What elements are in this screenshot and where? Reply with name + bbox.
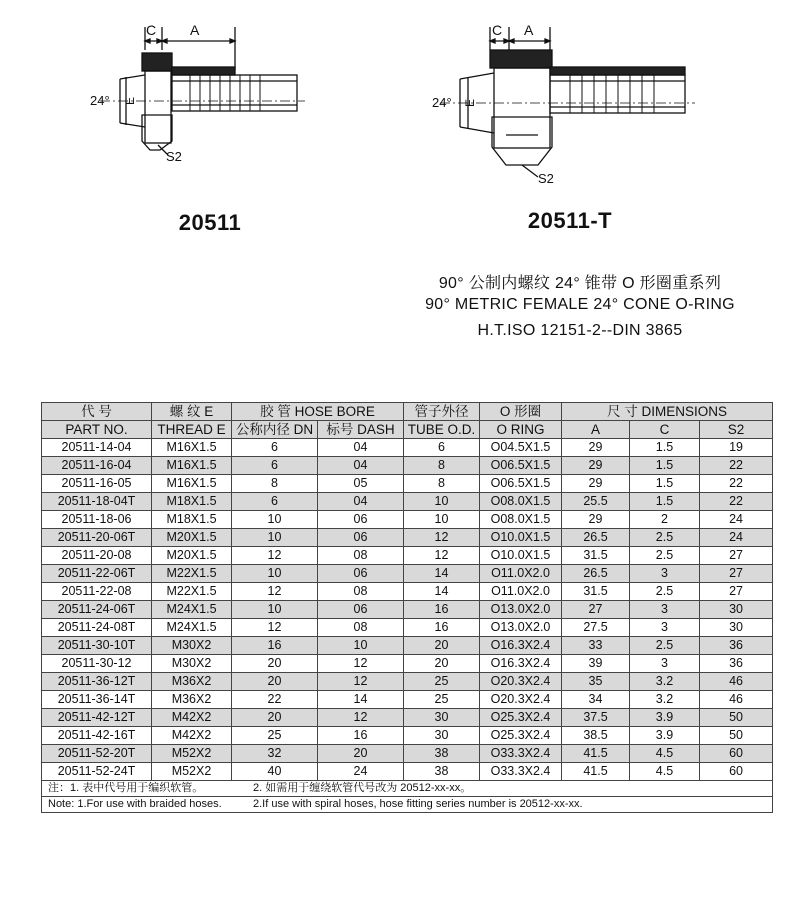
cell-dash: 12 xyxy=(318,655,404,673)
cell-dash: 05 xyxy=(318,475,404,493)
cell-dim-a: 27.5 xyxy=(562,619,630,637)
notes-english-row xyxy=(42,797,773,813)
cell-part-no: 20511-16-04 xyxy=(42,457,152,475)
cell-dash: 08 xyxy=(318,619,404,637)
cell-dim-c: 3.2 xyxy=(630,673,700,691)
fitting-drawing-20511 xyxy=(60,5,320,175)
cell-dim-c: 3.9 xyxy=(630,727,700,745)
cell-part-no: 20511-22-06T xyxy=(42,565,152,583)
cell-o-ring: O20.3X2.4 xyxy=(480,691,562,709)
col-a: A xyxy=(562,421,630,439)
cell-part-no: 20511-30-10T xyxy=(42,637,152,655)
cell-thread: M24X1.5 xyxy=(152,619,232,637)
cell-dim-s2: 27 xyxy=(700,547,773,565)
cell-dash: 16 xyxy=(318,727,404,745)
col-s2: S2 xyxy=(700,421,773,439)
cell-thread: M52X2 xyxy=(152,745,232,763)
cell-dash: 14 xyxy=(318,691,404,709)
cell-dim-s2: 30 xyxy=(700,619,773,637)
cell-thread: M42X2 xyxy=(152,727,232,745)
specification-table xyxy=(41,402,773,813)
cell-tube-od: 38 xyxy=(404,745,480,763)
cell-o-ring: O13.0X2.0 xyxy=(480,619,562,637)
table-row xyxy=(42,601,773,619)
cell-dim-s2: 30 xyxy=(700,601,773,619)
col-thread-cn: 螺 纹 E xyxy=(152,403,232,421)
cell-o-ring: O11.0X2.0 xyxy=(480,565,562,583)
cell-dim-s2: 22 xyxy=(700,457,773,475)
dim-c-label: C xyxy=(146,22,157,38)
cell-dn: 20 xyxy=(232,673,318,691)
cell-dim-a: 29 xyxy=(562,439,630,457)
header-row-1 xyxy=(42,403,773,421)
col-hose-bore: 胶 管 HOSE BORE xyxy=(232,403,404,421)
cell-thread: M30X2 xyxy=(152,637,232,655)
cell-dash: 24 xyxy=(318,763,404,781)
thread-e-label: E xyxy=(123,96,137,105)
table-row xyxy=(42,727,773,745)
cell-dim-c: 4.5 xyxy=(630,745,700,763)
hex-s2-label: S2 xyxy=(538,171,554,186)
cell-dim-s2: 46 xyxy=(700,673,773,691)
cell-part-no: 20511-20-08 xyxy=(42,547,152,565)
table-row xyxy=(42,547,773,565)
cell-dim-a: 41.5 xyxy=(562,763,630,781)
table-row xyxy=(42,439,773,457)
cell-part-no: 20511-20-06T xyxy=(42,529,152,547)
cell-o-ring: O06.5X1.5 xyxy=(480,475,562,493)
cell-o-ring: O08.0X1.5 xyxy=(480,511,562,529)
cell-dim-c: 2 xyxy=(630,511,700,529)
cell-dn: 6 xyxy=(232,439,318,457)
cell-dim-s2: 50 xyxy=(700,709,773,727)
cell-tube-od: 10 xyxy=(404,511,480,529)
table-row xyxy=(42,655,773,673)
cell-tube-od: 16 xyxy=(404,601,480,619)
cell-dn: 16 xyxy=(232,637,318,655)
cell-dim-c: 3.2 xyxy=(630,691,700,709)
cell-dim-c: 3 xyxy=(630,601,700,619)
col-tube-cn: 管子外径 xyxy=(404,403,480,421)
angle-label: 24° xyxy=(90,93,110,108)
cell-dim-a: 26.5 xyxy=(562,529,630,547)
table-row xyxy=(42,475,773,493)
cell-dim-a: 34 xyxy=(562,691,630,709)
cell-dim-a: 33 xyxy=(562,637,630,655)
cell-tube-od: 10 xyxy=(404,493,480,511)
cell-o-ring: O33.3X2.4 xyxy=(480,763,562,781)
cell-dim-a: 31.5 xyxy=(562,547,630,565)
table-row xyxy=(42,583,773,601)
cell-part-no: 20511-16-05 xyxy=(42,475,152,493)
cell-dim-s2: 27 xyxy=(700,565,773,583)
cell-o-ring: O25.3X2.4 xyxy=(480,727,562,745)
cell-thread: M18X1.5 xyxy=(152,511,232,529)
model-number-20511-t: 20511-T xyxy=(527,208,613,233)
table-row xyxy=(42,511,773,529)
cell-o-ring: O11.0X2.0 xyxy=(480,583,562,601)
cell-part-no: 20511-22-08 xyxy=(42,583,152,601)
cell-tube-od: 8 xyxy=(404,475,480,493)
cell-part-no: 20511-14-04 xyxy=(42,439,152,457)
cell-dn: 6 xyxy=(232,457,318,475)
table-row xyxy=(42,637,773,655)
cell-o-ring: O16.3X2.4 xyxy=(480,655,562,673)
cell-dim-s2: 60 xyxy=(700,745,773,763)
cell-part-no: 20511-42-16T xyxy=(42,727,152,745)
table-row xyxy=(42,529,773,547)
cell-thread: M20X1.5 xyxy=(152,547,232,565)
cell-dim-a: 35 xyxy=(562,673,630,691)
cell-dim-c: 2.5 xyxy=(630,637,700,655)
cell-dash: 04 xyxy=(318,457,404,475)
cell-dim-s2: 22 xyxy=(700,493,773,511)
cell-part-no: 20511-24-08T xyxy=(42,619,152,637)
table-row xyxy=(42,457,773,475)
cell-dim-c: 1.5 xyxy=(630,439,700,457)
thread-e-label: E xyxy=(463,98,477,107)
cell-dash: 04 xyxy=(318,493,404,511)
col-oring-cn: O 形圈 xyxy=(480,403,562,421)
cell-dim-c: 2.5 xyxy=(630,529,700,547)
cell-dn: 12 xyxy=(232,583,318,601)
table-row xyxy=(42,745,773,763)
cell-dim-a: 26.5 xyxy=(562,565,630,583)
cell-thread: M52X2 xyxy=(152,763,232,781)
cell-dn: 12 xyxy=(232,619,318,637)
cell-dim-a: 25.5 xyxy=(562,493,630,511)
cell-dn: 8 xyxy=(232,475,318,493)
cell-dim-a: 39 xyxy=(562,655,630,673)
cell-o-ring: O10.0X1.5 xyxy=(480,529,562,547)
cell-dash: 20 xyxy=(318,745,404,763)
cell-dash: 06 xyxy=(318,529,404,547)
cell-o-ring: O20.3X2.4 xyxy=(480,673,562,691)
dim-a-label: A xyxy=(524,22,534,38)
fitting-drawing-20511-t xyxy=(410,5,710,195)
note-cn-2: 2. 如需用于缠绕软管代号改为 20512-xx-xx。 xyxy=(253,782,472,794)
cell-part-no: 20511-36-14T xyxy=(42,691,152,709)
cell-dim-a: 27 xyxy=(562,601,630,619)
col-part-cn: 代 号 xyxy=(42,403,152,421)
cell-dash: 04 xyxy=(318,439,404,457)
col-part-en: PART NO. xyxy=(42,421,152,439)
cell-dim-s2: 50 xyxy=(700,727,773,745)
cell-thread: M30X2 xyxy=(152,655,232,673)
cell-dn: 25 xyxy=(232,727,318,745)
note-en-1: Note: 1.For use with braided hoses. xyxy=(48,798,222,810)
cell-thread: M36X2 xyxy=(152,673,232,691)
col-dimensions: 尺 寸 DIMENSIONS xyxy=(562,403,773,421)
cell-tube-od: 25 xyxy=(404,673,480,691)
col-oring-en: O RING xyxy=(480,421,562,439)
cell-dim-s2: 24 xyxy=(700,529,773,547)
notes-chinese-row xyxy=(42,781,773,797)
cell-o-ring: O16.3X2.4 xyxy=(480,637,562,655)
cell-dn: 10 xyxy=(232,529,318,547)
table-row xyxy=(42,493,773,511)
cell-dim-s2: 60 xyxy=(700,763,773,781)
cell-dim-s2: 46 xyxy=(700,691,773,709)
cell-o-ring: O08.0X1.5 xyxy=(480,493,562,511)
cell-tube-od: 8 xyxy=(404,457,480,475)
cell-tube-od: 25 xyxy=(404,691,480,709)
cell-dim-s2: 36 xyxy=(700,637,773,655)
cell-dim-s2: 36 xyxy=(700,655,773,673)
cell-dash: 08 xyxy=(318,547,404,565)
cell-dn: 40 xyxy=(232,763,318,781)
note-en-2: 2.If use with spiral hoses, hose fitting series number is 20512-xx-xx. xyxy=(253,798,583,810)
col-dash: 标号 DASH xyxy=(318,421,404,439)
cell-part-no: 20511-52-20T xyxy=(42,745,152,763)
cell-dash: 10 xyxy=(318,637,404,655)
cell-thread: M16X1.5 xyxy=(152,475,232,493)
cell-tube-od: 20 xyxy=(404,655,480,673)
cell-dim-c: 3.9 xyxy=(630,709,700,727)
cell-thread: M36X2 xyxy=(152,691,232,709)
col-dn: 公称内径 DN xyxy=(232,421,318,439)
cell-dn: 6 xyxy=(232,493,318,511)
cell-part-no: 20511-24-06T xyxy=(42,601,152,619)
table-row xyxy=(42,691,773,709)
table-row xyxy=(42,619,773,637)
cell-dim-a: 37.5 xyxy=(562,709,630,727)
cell-dim-a: 29 xyxy=(562,457,630,475)
cell-thread: M24X1.5 xyxy=(152,601,232,619)
cell-dim-c: 3 xyxy=(630,619,700,637)
cell-dim-c: 3 xyxy=(630,565,700,583)
cell-dim-a: 41.5 xyxy=(562,745,630,763)
col-c: C xyxy=(630,421,700,439)
cell-dn: 32 xyxy=(232,745,318,763)
description-english: 90° METRIC FEMALE 24° CONE O-RING xyxy=(425,296,735,313)
table-row xyxy=(42,565,773,583)
cell-o-ring: O13.0X2.0 xyxy=(480,601,562,619)
cell-tube-od: 20 xyxy=(404,637,480,655)
cell-tube-od: 30 xyxy=(404,727,480,745)
cell-tube-od: 16 xyxy=(404,619,480,637)
cell-dn: 10 xyxy=(232,511,318,529)
table-row xyxy=(42,709,773,727)
cell-dash: 12 xyxy=(318,709,404,727)
cell-tube-od: 12 xyxy=(404,547,480,565)
cell-thread: M16X1.5 xyxy=(152,439,232,457)
cell-dim-s2: 24 xyxy=(700,511,773,529)
cell-part-no: 20511-18-06 xyxy=(42,511,152,529)
cell-thread: M20X1.5 xyxy=(152,529,232,547)
cell-o-ring: O33.3X2.4 xyxy=(480,745,562,763)
cell-dn: 10 xyxy=(232,601,318,619)
hex-s2-label: S2 xyxy=(166,149,182,164)
cell-dn: 12 xyxy=(232,547,318,565)
cell-tube-od: 12 xyxy=(404,529,480,547)
cell-part-no: 20511-42-12T xyxy=(42,709,152,727)
angle-label: 24° xyxy=(432,95,452,110)
cell-dim-a: 38.5 xyxy=(562,727,630,745)
table-row xyxy=(42,763,773,781)
cell-dn: 20 xyxy=(232,655,318,673)
dim-c-label: C xyxy=(492,22,503,38)
cell-dim-c: 1.5 xyxy=(630,493,700,511)
cell-thread: M22X1.5 xyxy=(152,583,232,601)
cell-o-ring: O06.5X1.5 xyxy=(480,457,562,475)
cell-thread: M42X2 xyxy=(152,709,232,727)
cell-dim-s2: 19 xyxy=(700,439,773,457)
cell-dim-c: 2.5 xyxy=(630,583,700,601)
cell-part-no: 20511-30-12 xyxy=(42,655,152,673)
cell-dim-a: 29 xyxy=(562,511,630,529)
cell-thread: M22X1.5 xyxy=(152,565,232,583)
cell-thread: M18X1.5 xyxy=(152,493,232,511)
cell-dn: 20 xyxy=(232,709,318,727)
cell-dim-a: 29 xyxy=(562,475,630,493)
model-number-20511: 20511 xyxy=(178,210,242,235)
dim-a-label: A xyxy=(190,22,200,38)
cell-tube-od: 38 xyxy=(404,763,480,781)
cell-part-no: 20511-36-12T xyxy=(42,673,152,691)
cell-dim-c: 1.5 xyxy=(630,457,700,475)
cell-dim-c: 2.5 xyxy=(630,547,700,565)
cell-dim-a: 31.5 xyxy=(562,583,630,601)
cell-dim-c: 1.5 xyxy=(630,475,700,493)
standard-reference: H.T.ISO 12151-2--DIN 3865 xyxy=(477,322,683,339)
header-row-2 xyxy=(42,421,773,439)
cell-tube-od: 30 xyxy=(404,709,480,727)
cell-dash: 06 xyxy=(318,511,404,529)
cell-dim-c: 3 xyxy=(630,655,700,673)
cell-dash: 08 xyxy=(318,583,404,601)
cell-dim-c: 4.5 xyxy=(630,763,700,781)
cell-o-ring: O04.5X1.5 xyxy=(480,439,562,457)
cell-dash: 12 xyxy=(318,673,404,691)
cell-dim-s2: 27 xyxy=(700,583,773,601)
col-tube-en: TUBE O.D. xyxy=(404,421,480,439)
cell-dash: 06 xyxy=(318,565,404,583)
cell-o-ring: O10.0X1.5 xyxy=(480,547,562,565)
cell-dim-s2: 22 xyxy=(700,475,773,493)
description-chinese: 90° 公制内螺纹 24° 锥带 O 形圈重系列 xyxy=(438,275,722,292)
cell-tube-od: 14 xyxy=(404,565,480,583)
cell-thread: M16X1.5 xyxy=(152,457,232,475)
cell-tube-od: 6 xyxy=(404,439,480,457)
col-thread-en: THREAD E xyxy=(152,421,232,439)
cell-dn: 22 xyxy=(232,691,318,709)
table-row xyxy=(42,673,773,691)
cell-part-no: 20511-52-24T xyxy=(42,763,152,781)
cell-o-ring: O25.3X2.4 xyxy=(480,709,562,727)
cell-tube-od: 14 xyxy=(404,583,480,601)
cell-part-no: 20511-18-04T xyxy=(42,493,152,511)
note-cn-1: 注：1. 表中代号用于编织软管。 xyxy=(48,782,204,794)
cell-dn: 10 xyxy=(232,565,318,583)
cell-dash: 06 xyxy=(318,601,404,619)
